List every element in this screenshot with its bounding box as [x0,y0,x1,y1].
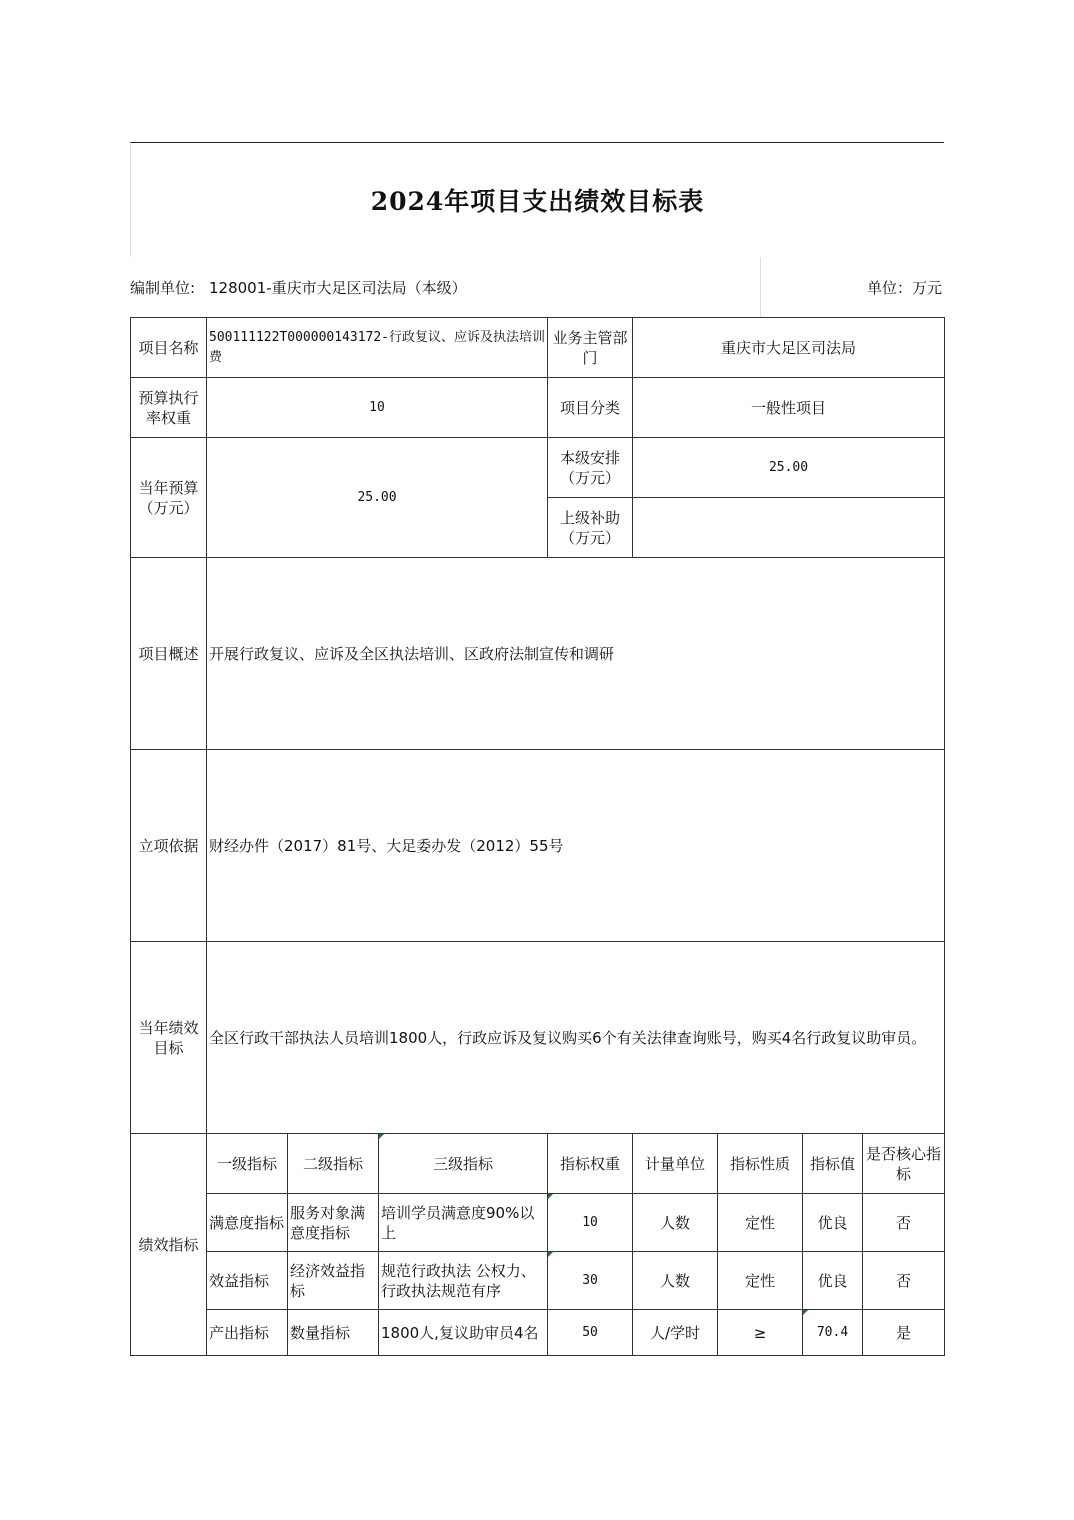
unit-cell: 人/学时 [633,1310,718,1356]
overview-label: 项目概述 [131,558,207,750]
level3-cell: 规范行政执法 公权力、行政执法规范有序 [379,1252,548,1310]
table-row [131,1194,945,1252]
project-name-label: 项目名称 [131,318,207,378]
basis-label: 立项依据 [131,750,207,942]
weight-value: 10 [207,378,548,438]
unit-label: 编制单位: [130,278,196,297]
unit-row [130,257,944,317]
header-nature: 指标性质 [718,1134,803,1194]
core-cell: 否 [863,1194,945,1252]
core-cell: 是 [863,1310,945,1356]
level1-cell: 满意度指标 [207,1194,288,1252]
indicator-section-label: 绩效指标 [131,1134,207,1356]
value-cell: 优良 [803,1252,863,1310]
project-name: 500111122T000000143172-行政复议、应诉及执法培训费 [207,318,548,378]
core-cell: 否 [863,1252,945,1310]
goal-value: 全区行政干部执法人员培训1800人，行政应诉及复议购买6个有关法律查询账号，购买4名行政复议助审员。 [207,942,945,1134]
nature-cell: ≥ [718,1310,803,1356]
header-value: 指标值 [803,1134,863,1194]
local-label: 本级安排（万元） [548,438,633,498]
subsidy-value [633,498,945,558]
level2-cell: 经济效益指标 [288,1252,379,1310]
budget-label: 当年预算（万元） [131,438,207,558]
overview-value: 开展行政复议、应诉及全区执法培训、区政府法制宣传和调研 [207,558,945,750]
header-core: 是否核心指标 [863,1134,945,1194]
nature-cell: 定性 [718,1252,803,1310]
dept-label: 业务主管部门 [548,318,633,378]
level2-cell: 服务对象满意度指标 [288,1194,379,1252]
goal-label: 当年绩效目标 [131,942,207,1134]
level3-cell: 培训学员满意度90%以上 [379,1194,548,1252]
dept-value: 重庆市大足区司法局 [633,318,945,378]
value-cell: 70.4 [803,1310,863,1356]
header-weight: 指标权重 [548,1134,633,1194]
header-unit: 计量单位 [633,1134,718,1194]
local-value: 25.00 [633,438,945,498]
weight-cell: 30 [548,1252,633,1310]
basis-value: 财经办件（2017）81号、大足委办发（2012）55号 [207,750,945,942]
row-weight [131,378,945,438]
page-title: 2024年项目支出绩效目标表 [370,187,705,216]
level2-cell: 数量指标 [288,1310,379,1356]
header-level3: 三级指标 [379,1134,548,1194]
row-budget [131,438,945,498]
value-cell: 优良 [803,1194,863,1252]
indicator-header-row [131,1134,945,1194]
unit-cell: 人数 [633,1252,718,1310]
unit-divider [760,257,761,317]
category-label: 项目分类 [548,378,633,438]
table-row [131,1252,945,1310]
row-overview [131,558,945,750]
performance-table [130,317,945,1356]
weight-cell: 10 [548,1194,633,1252]
header-level1: 一级指标 [207,1134,288,1194]
row-goal [131,942,945,1134]
header-level2: 二级指标 [288,1134,379,1194]
table-row [131,1310,945,1356]
level3-cell: 1800人,复议助审员4名 [379,1310,548,1356]
subsidy-label: 上级补助（万元） [548,498,633,558]
performance-sheet [130,142,944,1356]
title-block [130,142,944,257]
unit-cell: 人数 [633,1194,718,1252]
nature-cell: 定性 [718,1194,803,1252]
level1-cell: 效益指标 [207,1252,288,1310]
weight-cell: 50 [548,1310,633,1356]
unit-value: 128001-重庆市大足区司法局（本级） [209,278,467,297]
level1-cell: 产出指标 [207,1310,288,1356]
weight-label: 预算执行率权重 [131,378,207,438]
row-basis [131,750,945,942]
row-project-name [131,318,945,378]
budget-value: 25.00 [207,438,548,558]
category-value: 一般性项目 [633,378,945,438]
money-unit: 单位：万元 [866,278,942,297]
